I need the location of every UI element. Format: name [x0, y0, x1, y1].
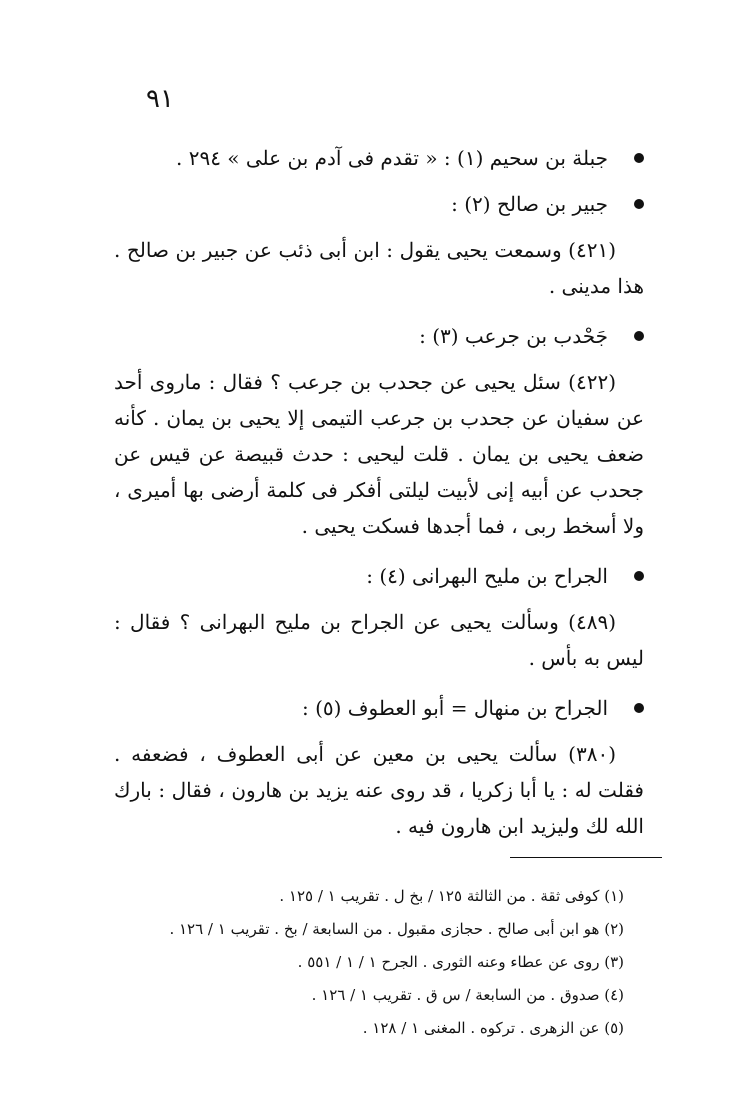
bullet-icon — [634, 571, 644, 581]
bullet-icon — [634, 331, 644, 341]
footnote: (٥) عن الزهرى . تركوه . المغنى ١ / ١٢٨ . — [362, 1019, 624, 1037]
footnotes — [104, 880, 624, 1045]
footnote: (٤) صدوق . من السابعة / س ق . تقريب ١ / ١٢٦ . — [311, 986, 624, 1004]
report-paragraph: (٤٢١) وسمعت يحيى يقول : ابن أبى ذئب عن جبير بن صالح . هذا مدينى . — [114, 238, 644, 298]
bullet-icon — [634, 153, 644, 163]
footnote: (١) كوفى ثقة . من الثالثة ١٢٥ / بخ ل . تقريب ١ / ١٢٥ . — [279, 887, 624, 905]
page-number: ٩١ — [146, 84, 174, 114]
footnote-divider — [510, 857, 662, 858]
report-paragraph: (٤٨٩) وسألت يحيى عن الجراح بن مليح البهرانى ؟ فقال : ليس به بأس . — [114, 610, 644, 670]
bullet-icon — [634, 703, 644, 713]
narrator-heading: الجراح بن منهال = أبو العطوف (٥) : — [114, 690, 644, 726]
narrator-heading: جبير بن صالح (٢) : — [114, 186, 644, 222]
footnote: (٣) روى عن عطاء وعنه الثورى . الجرح ١ / ١ / ٥٥١ . — [297, 953, 624, 971]
main-text — [114, 140, 644, 858]
narrator-heading: جبلة بن سحيم (١) : « تقدم فى آدم بن على » ٢٩٤ . — [114, 140, 644, 176]
narrator-heading: الجراح بن مليح البهرانى (٤) : — [114, 558, 644, 594]
narrator-heading: جَحْدب بن جرعب (٣) : — [114, 318, 644, 354]
report-paragraph: (٣٨٠) سألت يحيى بن معين عن أبى العطوف ، فضعفه . فقلت له : يا أبا زكريا ، قد روى عنه يزيد بن هارون ، فقال : بارك الله لك وليزيد ابن هارون فيه . — [114, 742, 644, 838]
report-paragraph: (٤٢٢) سئل يحيى عن جحدب بن جرعب ؟ فقال : ماروى أحد عن سفيان عن جحدب بن جرعب التيمى إلا يحيى بن يمان . كأنه ضعف يحيى بن يمان . قلت ليحيى : حدث قبيصة عن قيس عن جحدب عن أبيه إنى لأبيت ليلتى أفكر فى كلمة أرضى بها أميرى ، ولا أسخط ربى ، فما أجدها فسكت يحيى . — [114, 370, 644, 538]
bullet-icon — [634, 199, 644, 209]
footnote: (٢) هو ابن أبى صالح . حجازى مقبول . من السابعة / بخ . تقريب ١ / ١٢٦ . — [169, 920, 624, 938]
